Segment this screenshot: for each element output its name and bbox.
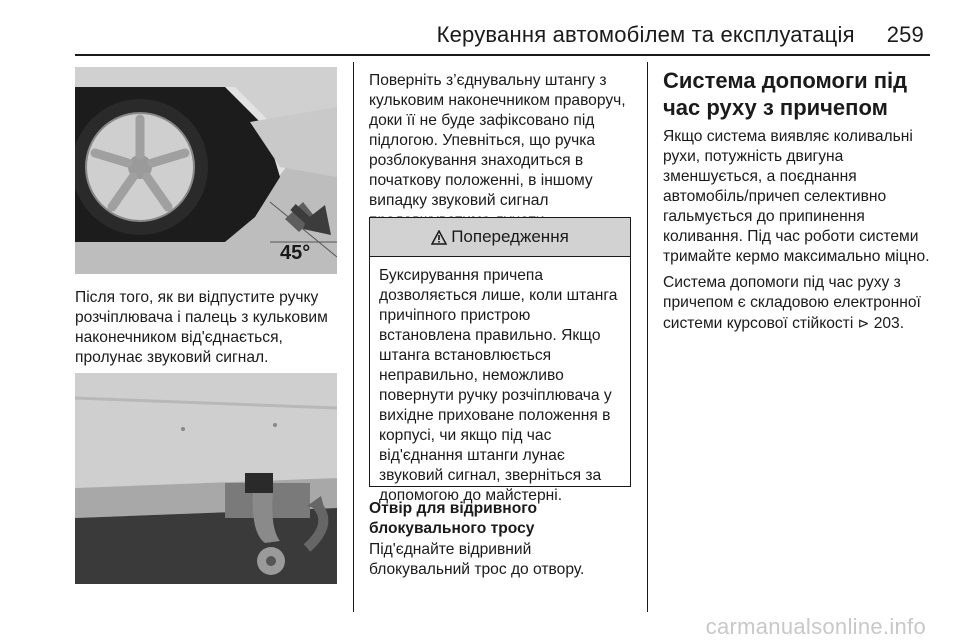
warning-title: Попередження: [451, 227, 569, 246]
column3: [663, 67, 933, 334]
page-reference: 203.: [869, 315, 905, 332]
column3-paragraph2-text: Система допомоги під час руху з причепом є складовою електронної системи курсової стійкості: [663, 274, 921, 332]
warning-triangle-icon: [431, 230, 447, 245]
column2-intro: [369, 71, 633, 231]
column-divider-1: [353, 62, 354, 612]
column1-paragraph: Після того, як ви відпустите ручку розчіплювача і палець з кульковим наконечником від'єднається, пролунає звуковий сигнал.: [75, 289, 328, 366]
sub-text: Під'єднайте відривний блокувальний трос до отвору.: [369, 541, 585, 578]
column2-paragraph: Поверніть з’єднувальну штангу з кульковим наконечником праворуч, доки її не буде зафіксовано під підлогою. Упевніться, що ручка розблокування знаходиться в початкову положенні, в іншому випадку звуковий сигнал: [369, 72, 626, 209]
sub-heading: Отвір для відривного блокувального тросу: [369, 500, 538, 537]
column3-paragraph1: Якщо система виявляє коливальні рухи, потужність двигуна зменшується, а поєднання автомобіль/причеп селективно гальмується до припинення коливання. Під час роботи системи тримайте кермо максимально міцно.: [663, 128, 930, 265]
watermark: carmanualsonline.info: [705, 614, 926, 639]
section-heading: Система допомоги під час руху з причепом: [663, 68, 908, 120]
column1-text: [75, 288, 341, 368]
angle-label: 45°: [280, 242, 311, 264]
column-divider-2: [647, 62, 648, 612]
warning-text: Буксирування причепа дозволяється лише, коли штанга причіпного пристрою встановлена правильно. Якщо штанга встановлюється неправильно, неможливо повернути ручку розчіплювача у вихідне приховане положення в корпусі, чи якщо під час від'єднання штанги лунає звуковий сигнал, зверніться за допомогою до майстерні.: [379, 267, 618, 504]
column3-paragraph2: [663, 273, 933, 334]
figure-rear-wheel-illustration: [75, 67, 337, 274]
chapter-title: Керування автомобілем та експлуатація: [436, 22, 855, 47]
warning-box: [369, 217, 631, 504]
figure-tow-bar-illustration: [75, 373, 337, 584]
page-reference-icon: ⊳: [857, 315, 870, 331]
warning-header: [370, 218, 630, 257]
page-header: [0, 22, 924, 48]
figure-rear-wheel-handle: [75, 67, 337, 274]
page-number: 259: [886, 22, 924, 47]
figure-tow-bar: [75, 373, 337, 584]
header-rule: [75, 54, 930, 56]
